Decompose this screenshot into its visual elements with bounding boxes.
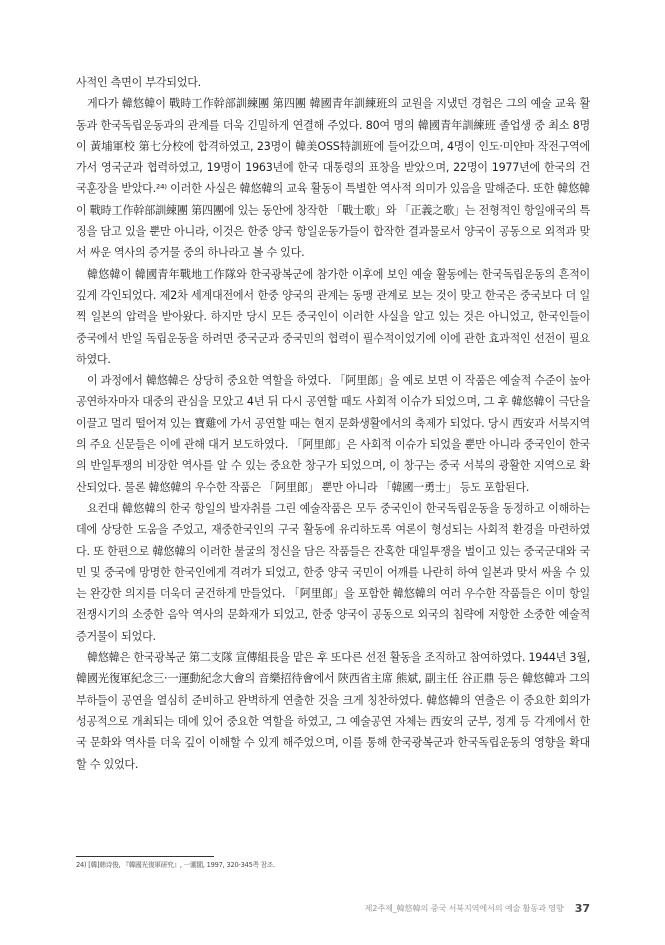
paragraph-4: 이 과정에서 韓悠韓은 상당히 중요한 역할을 하였다. 「阿里郎」을 예로 보면 이 작품은 예술적 수준이 높아 공연하자마자 대중의 관심을 모았고 4년 뒤 다시 공연할 때도 사회적 이슈가 되었으며, 그 후 韓悠韓이 극단을 이끌고 멀리 떨어져 있는 寶雞에 가서 공연할 때는 현지 문화생활에서의 축제가 되었다. 당시 西安과 서북지역의 주요 신문들은 이에 관해 대거 보도하였다. 「阿里郎」은 사회적 이슈가 되었을 뿐만 아니라 중국인이 한국의 반일투쟁의 비장한 역사를 알 수 있는 중요한 창구가 되었으며, 이 창구는 중국 서북의 광활한 지역으로 확산되었다. 물론 韓悠韓의 우수한 작품은 「阿里郎」 뿐만 아니라 「韓國一勇士」 등도 포함된다. <box>76 374 590 494</box>
page-number: 37 <box>574 902 590 915</box>
paragraph-2: 게다가 韓悠韓이 戰時工作幹部訓練團 第四團 韓國青年訓練班의 교원을 지냈던 경험은 그의 예술 교육 활동과 한국독립운동과의 관계를 더욱 긴밀하게 연결해 주었다. 80여 명의 韓國青年訓練班 졸업생 중 최소 8명이 黃埔軍校 第七分校에 합격하였고, 23명이 韓美OSS特訓班에 들어갔으며, 4명이 인도·미얀마 작전구역에 가서 영국군과 협력하였고, 19명이 1963년에 한국 대통령의 표창을 받았으며, 22명이 1977년에 한국의 건국훈장을 받았다.²⁴⁾ 이러한 사실은 韓悠韓의 교육 활동이 특별한 역사적 의미가 있음을 말해준다. 또한 韓悠韓이 戰時工作幹部訓練團 第四團에 있는 동안에 창작한 「戰士歌」와 「正義之歌」는 전형적인 항일애국의 특징을 담고 있을 뿐만 아니라, 이것은 한중 양국 항일운동가들이 합작한 결과물로서 양국이 공동으로 외적과 맞서 싸운 역사의 증거물 중의 하나라고 볼 수 있다. <box>76 97 590 260</box>
footnote-24: 24) [韓]韩诗俊, 『韓國光復軍研究』, 一潮閣, 1997, 320-345쪽 참조. <box>76 861 275 869</box>
running-title: 제2주제_韓悠韓의 중국 서북지역에서의 예술 활동과 영향 <box>364 903 564 913</box>
paragraph-1: 사적인 측면이 부각되었다. <box>76 76 201 89</box>
paragraph-5: 요컨대 韓悠韓의 한국 항일의 발자취를 그린 예술작품은 모두 중국인이 한국독립운동을 동정하고 이해하는 데에 상당한 도움을 주었고, 재중한국인의 구국 활동에 유리하도록 여론이 형성되는 사회적 환경을 마련하였다. 또 한편으로 韓悠韓의 이러한 불굴의 정신을 담은 작품들은 잔혹한 대일투쟁을 벌이고 있는 중국군대와 국민 및 중국에 망명한 한국인에게 격려가 되었고, 한중 양국 국민이 어깨를 나란히 하여 일본과 맞서 싸울 수 있는 완강한 의지를 더욱더 굳건하게 만들었다. 「阿里郎」을 포함한 韓悠韓의 여러 우수한 작품들은 이미 항일전쟁시기의 소중한 음악 역사의 문화재가 되었고, 한중 양국이 공동으로 외국의 침략에 저항한 소중한 예술적 증거물이 되었다. <box>76 501 590 643</box>
paragraph-6: 韓悠韓은 한국광복군 第二支隊 宣傳組長을 맡은 후 또다른 선전 활동을 조직하고 참여하였다. 1944년 3월, 韓國光復軍紀念三·一運動紀念大會의 音樂招待會에서 陝西省主席 熊斌, 副主任 谷正鼎 등은 韓悠韓과 그의 부하들이 공연을 열심히 준비하고 완벽하게 연출한 것을 크게 칭찬하였다. 韓悠韓의 연출은 이 중요한 회의가 성공적으로 개최되는 데에 있어 중요한 역할을 하였고, 그 예술공연 자체는 西安의 군부, 정계 등 각계에서 한국 문화와 역사를 더욱 깊이 이해할 수 있게 해주었으며, 이를 통해 한국광복군과 한국독립운동의 영향을 확대할 수 있었다. <box>76 651 590 771</box>
footnote-divider <box>76 856 214 857</box>
page-footer <box>76 898 590 917</box>
body-text <box>76 72 590 775</box>
paragraph-3: 韓悠韓이 韓國青年戰地工作隊와 한국광복군에 참가한 이후에 보인 예술 활동에는 한국독립운동의 흔적이 깊게 각인되었다. 제2차 세계대전에서 한중 양국의 관계는 동맹 관계로 보는 것이 맞고 한국은 중국보다 더 일찍 일본의 압력을 받아왔다. 하지만 당시 모든 중국인이 이러한 사실을 알고 있는 것은 아니었고, 한국인들이 중국에서 반일 독립운동을 하려면 중국군과 중국민의 협력이 필수적이었기에 이에 관한 효과적인 선전이 필요하였다. <box>76 267 590 366</box>
